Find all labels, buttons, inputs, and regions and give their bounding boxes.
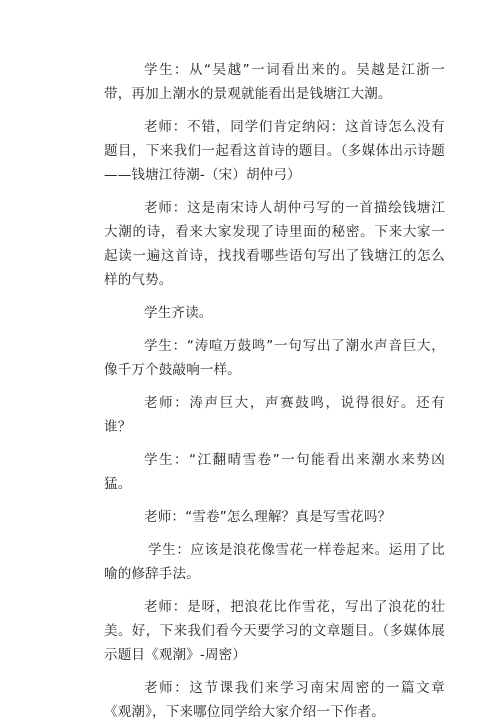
paragraph-student-drums: 学生：“涛喧万鼓鸣”一句写出了潮水声音巨大，像千万个鼓敲响一样。 [104,338,445,378]
paragraph-teacher-question: 老师：“雪卷”怎么理解？真是写雪花吗？ [144,509,392,525]
paragraph-teacher-article-title: 老师：是呀，把浪花比作雪花，写出了浪花的壮美。好，下来我们看今天要学习的文章题目。（多媒体展示题目《观潮》-周密） [104,599,445,663]
paragraph-student-wuyue: 学生：从“吴越”一词看出来的。吴越是江浙一带，再加上潮水的景观就能看出是钱塘江大潮。 [104,62,445,102]
paragraph-teacher-praise: 老师：涛声巨大，声赛鼓鸣，说得很好。还有谁？ [104,395,445,435]
paragraph-teacher-poem-title: 老师：不错，同学们肯定纳闷：这首诗怎么没有题目，下来我们一起看这首诗的题目。（多媒体出示诗题——钱塘江待潮-（宋）胡仲弓） [104,119,445,183]
paragraph-teacher-poet-intro: 老师：这是南宋诗人胡仲弓写的一首描绘钱塘江大潮的诗，看来大家发现了诗里面的秘密。下来大家一起读一遍这首诗，找找看哪些语句写出了钱塘江的怎么样的气势。 [104,200,445,288]
paragraph-teacher-author: 老师：这节课我们来学习南宋周密的一篇文章《观潮》，下来哪位同学给大家介绍一下作者。 [104,680,445,720]
paragraph-student-snow: 学生：“江翻晴雪卷”一句能看出来潮水来势凶猛。 [104,452,445,492]
paragraph-student-metaphor: 学生：应该是浪花像雪花一样卷起来。运用了比喻的修辞手法。 [104,542,445,582]
paragraph-students-read: 学生齐读。 [144,305,213,321]
